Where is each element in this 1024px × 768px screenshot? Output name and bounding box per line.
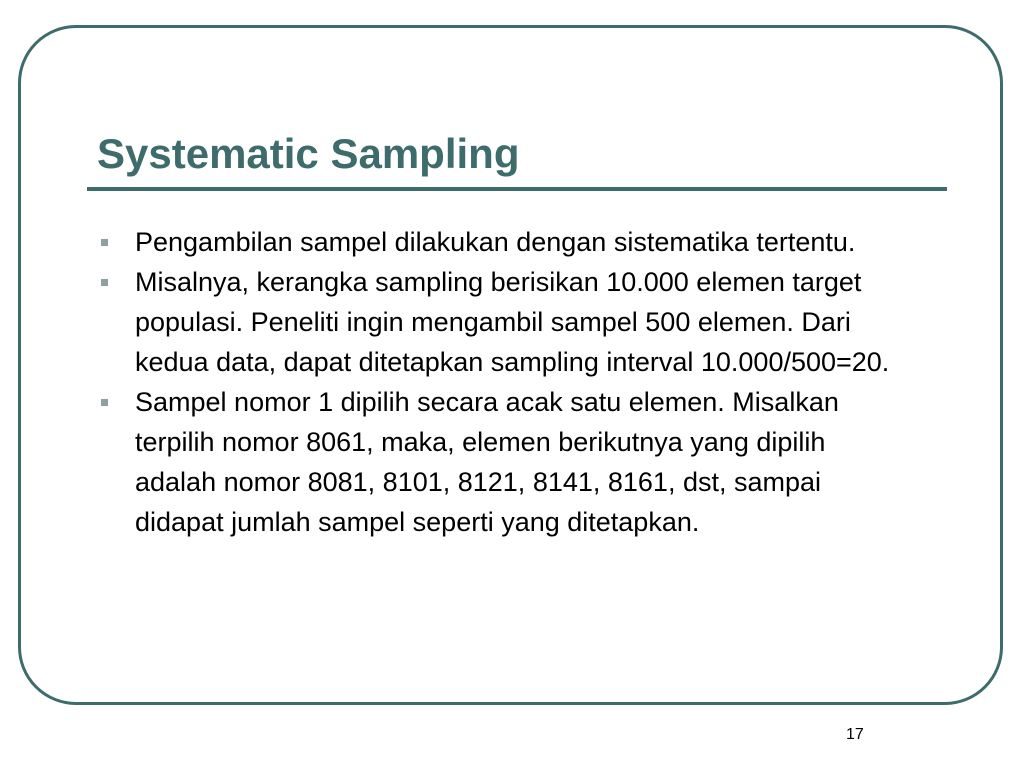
slide-page-number: 17 — [846, 726, 864, 743]
bullet-item — [96, 262, 896, 382]
bullet-text: Misalnya, kerangka sampling berisikan 10.000 elemen target populasi. Peneliti ingin mengambil sampel 500 elemen. Dari kedua data, dapat ditetapkan sampling interval 10.000/500=20. — [135, 267, 890, 377]
bullet-list — [96, 222, 896, 542]
title-divider — [87, 187, 947, 191]
bullet-item — [96, 222, 896, 262]
square-bullet-icon — [101, 399, 108, 406]
square-bullet-icon — [101, 279, 108, 286]
bullet-text: Pengambilan sampel dilakukan dengan sistematika tertentu. — [135, 227, 856, 257]
bullet-item — [96, 382, 896, 542]
square-bullet-icon — [101, 239, 108, 246]
bullet-text: Sampel nomor 1 dipilih secara acak satu elemen. Misalkan terpilih nomor 8061, maka, elemen berikutnya yang dipilih adalah nomor 8081, 8101, 8121, 8141, 8161, dst, sampai didapat jumlah sampel seperti yang ditetapkan. — [135, 387, 839, 537]
slide-title: Systematic Sampling — [97, 130, 520, 177]
